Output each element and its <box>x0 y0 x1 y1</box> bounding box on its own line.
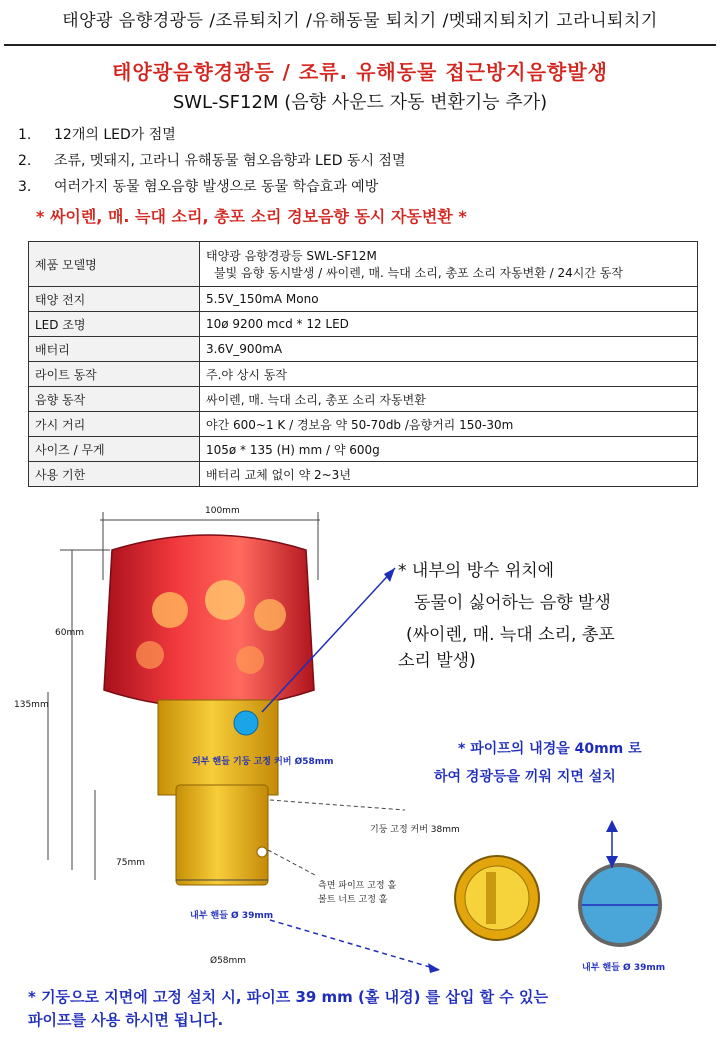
model-subtitle: SWL-SF12M (음향 사운드 자동 변환기능 추가) <box>172 92 548 113</box>
spec-value: 3.6V_900mA <box>200 337 698 362</box>
lamp-base <box>158 700 278 795</box>
spec-key: LED 조명 <box>29 312 200 337</box>
waterproof-note: 소리 발생) <box>398 651 476 671</box>
spec-value: 태양광 음향경광등 SWL-SF12M 불빛 음향 동시발생 / 싸이렌, 매. 늑대 소리, 총포 소리 자동변환 / 24시간 동작 <box>200 242 698 287</box>
led-glow <box>205 580 245 620</box>
callout-line <box>268 850 315 875</box>
spec-key: 사용 기한 <box>29 462 200 487</box>
table-row <box>29 287 698 312</box>
cover-label: 외부 핸들 기둥 고정 커버 Ø58mm <box>192 757 334 767</box>
spec-value: 5.5V_150mA Mono <box>200 287 698 312</box>
base-photo-inner <box>465 866 529 930</box>
dim-lens-label: 60mm <box>55 628 84 638</box>
waterproof-note: * 내부의 방수 위치에 <box>398 561 555 581</box>
spec-key: 배터리 <box>29 337 200 362</box>
led-glow <box>254 599 286 631</box>
spec-value: 10ø 9200 mcd * 12 LED <box>200 312 698 337</box>
table-row <box>29 412 698 437</box>
table-row <box>29 387 698 412</box>
pipe-note: 하여 경광등을 끼워 지면 설치 <box>434 769 616 785</box>
table-row <box>29 337 698 362</box>
table-row <box>29 462 698 487</box>
dim-base-label: Ø58mm <box>210 956 247 966</box>
inner-handle-label-2: 내부 핸들 Ø 39mm <box>582 963 666 973</box>
base-photo-slot <box>486 872 496 924</box>
spec-value: 배터리 교체 없이 약 2~3년 <box>200 462 698 487</box>
arrow-head <box>606 820 618 832</box>
spec-key: 태양 전지 <box>29 287 200 312</box>
dim-pole-label: 75mm <box>116 858 145 868</box>
footer-note: * 기둥으로 지면에 고정 설치 시, 파이프 39 mm (홀 내경) 를 삽입 할 수 있는 파이프를 사용 하시면 됩니다. <box>28 988 548 1029</box>
dim-width-label: 100mm <box>205 506 240 516</box>
top-title: 태양광 음향경광등 /조류퇴치기 /유해동물 퇴치기 /멧돼지퇴치기 고라니퇴치기 <box>62 11 658 31</box>
spec-table <box>28 241 698 487</box>
spec-value: 야간 600~1 K / 경보음 약 50-70db /음향거리 150-30m <box>200 412 698 437</box>
table-row <box>29 312 698 337</box>
feature-item: 1. 12개의 LED가 점멸 <box>18 127 176 143</box>
spec-key: 제품 모델명 <box>29 242 200 287</box>
led-glow <box>236 646 264 674</box>
table-row <box>29 437 698 462</box>
dim-total-label: 135mm <box>14 700 49 710</box>
side-hole <box>257 847 267 857</box>
table-row <box>29 362 698 387</box>
inner-handle-label: 내부 핸들 Ø 39mm <box>190 911 274 921</box>
alert-text: * 싸이렌, 매. 늑대 소리, 총포 소리 경보음향 동시 자동변환 * <box>36 207 467 226</box>
feature-item: 3. 여러가지 동물 혐오음향 발생으로 동물 학습효과 예방 <box>18 179 379 195</box>
spec-value: 주.야 상시 동작 <box>200 362 698 387</box>
spec-key: 라이트 동작 <box>29 362 200 387</box>
callout-line <box>270 920 440 970</box>
spec-key: 음향 동작 <box>29 387 200 412</box>
pole-mount <box>176 785 268 885</box>
spec-value: 105ø * 135 (H) mm / 약 600g <box>200 437 698 462</box>
waterproof-note: (싸이렌, 매. 늑대 소리, 총포 <box>406 625 615 645</box>
headline: 태양광음향경광등 / 조류. 유해동물 접근방지음향발생 <box>112 60 608 84</box>
divider <box>4 44 716 46</box>
led-glow <box>136 641 164 669</box>
callout-line <box>270 800 405 810</box>
speaker-marker <box>234 711 258 735</box>
pole-cover-label: 기둥 고정 커버 38mm <box>370 825 460 835</box>
arrow-head <box>384 568 395 582</box>
feature-item: 2. 조류, 멧돼지, 고라니 유해동물 혐오음향과 LED 동시 점멸 <box>18 153 406 169</box>
spec-key: 가시 거리 <box>29 412 200 437</box>
side-hole-label: 측면 파이프 고정 홀 <box>318 881 397 891</box>
spec-value: 싸이렌, 매. 늑대 소리, 총포 소리 자동변환 <box>200 387 698 412</box>
pipe-note: * 파이프의 내경을 40mm 로 <box>458 741 642 757</box>
bolt-hole-label: 볼트 너트 고정 홀 <box>318 895 388 905</box>
led-glow <box>152 592 188 628</box>
table-row <box>29 242 698 287</box>
waterproof-note: 동물이 싫어하는 음향 발생 <box>414 593 611 613</box>
arrow-head <box>428 963 440 973</box>
spec-key: 사이즈 / 무게 <box>29 437 200 462</box>
